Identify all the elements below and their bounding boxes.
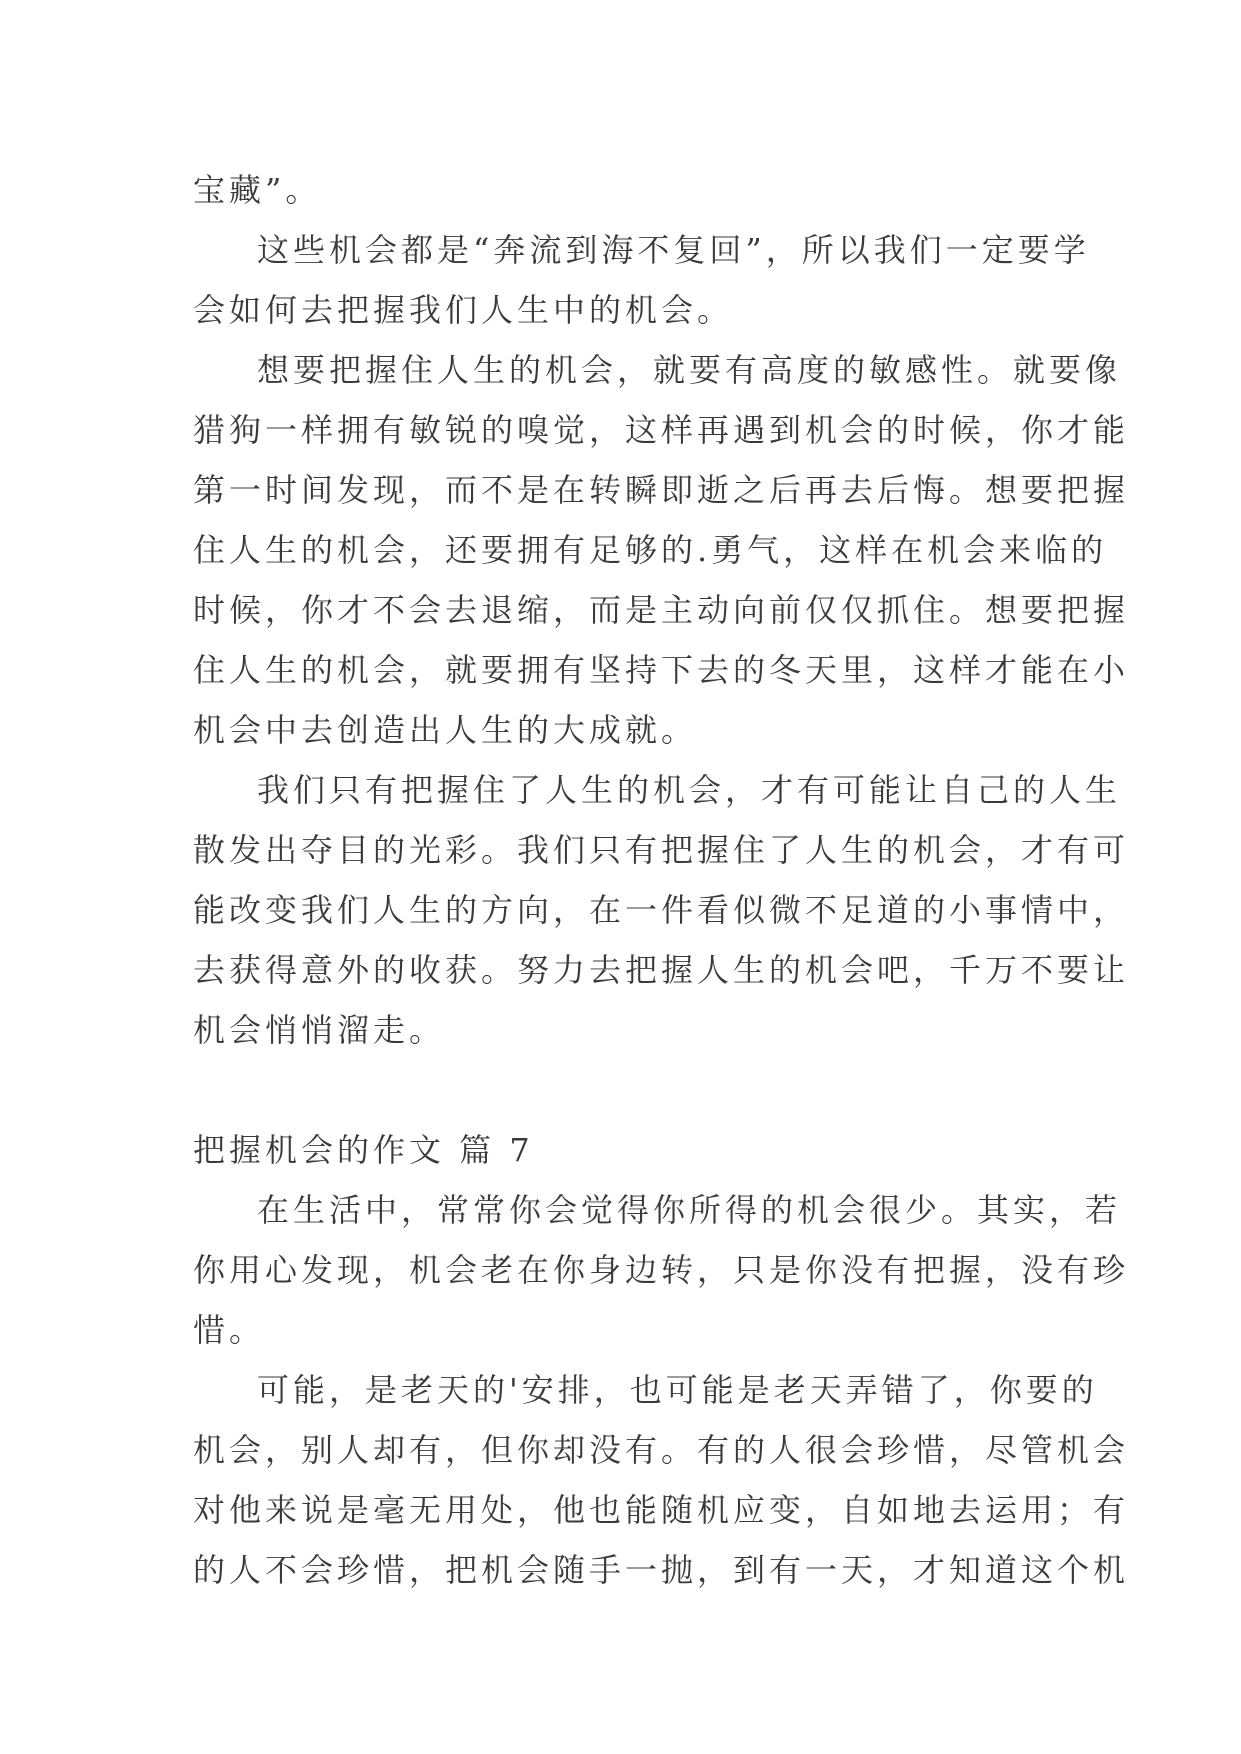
paragraph-line: 你用心发现，机会老在你身边转，只是你没有把握，没有珍 [193, 1251, 1130, 1289]
paragraph-line: 时候，你才不会去退缩，而是主动向前仅仅抓住。想要把握 [193, 591, 1130, 629]
paragraph-line: 第一时间发现，而不是在转瞬即逝之后再去后悔。想要把握 [193, 471, 1130, 509]
paragraph-3 [193, 340, 1130, 760]
paragraph-line: 散发出夺目的光彩。我们只有把握住了人生的机会，才有可 [193, 831, 1130, 869]
paragraph-line: 住人生的机会，就要拥有坚持下去的冬天里，这样才能在小 [193, 651, 1130, 689]
paragraph-line: 想要把握住人生的机会，就要有高度的敏感性。就要像 [257, 351, 1122, 389]
paragraph-line: 可能，是老天的'安排，也可能是老天弄错了，你要的 [257, 1371, 1098, 1409]
paragraph-4 [193, 760, 1130, 1060]
paragraph-line: 能改变我们人生的方向，在一件看似微不足道的小事情中， [193, 891, 1130, 929]
paragraph-line: 我们只有把握住了人生的机会，才有可能让自己的人生 [257, 771, 1122, 809]
document-body [193, 160, 1130, 1600]
paragraph-6 [193, 1360, 1130, 1600]
paragraph-line: 猎狗一样拥有敏锐的嗅觉，这样再遇到机会的时候，你才能 [193, 411, 1130, 449]
paragraph-line: 在生活中，常常你会觉得你所得的机会很少。其实，若 [257, 1191, 1122, 1229]
paragraph-line: 住人生的机会，还要拥有足够的.勇气，这样在机会来临的 [193, 531, 1108, 569]
paragraph-line: 去获得意外的收获。努力去把握人生的机会吧，千万不要让 [193, 951, 1130, 989]
paragraph-line: 这些机会都是“奔流到海不复回”，所以我们一定要学 [257, 231, 1090, 269]
paragraph-line: 机会，别人却有，但你却没有。有的人很会珍惜，尽管机会 [193, 1431, 1130, 1469]
paragraph-line: 惜。 [193, 1311, 266, 1349]
paragraph-1 [193, 160, 1051, 220]
paragraph-line: 机会中去创造出人生的大成就。 [193, 711, 698, 749]
paragraph-line: 会如何去把握我们人生中的机会。 [193, 291, 734, 329]
section-heading: 把握机会的作文 篇 7 [193, 1131, 534, 1169]
paragraph-line: 对他来说是毫无用处，他也能随机应变，自如地去运用；有 [193, 1491, 1130, 1529]
paragraph-line: 宝藏”。 [193, 171, 322, 209]
paragraph-5 [193, 1180, 1130, 1360]
paragraph-line: 机会悄悄溜走。 [193, 1011, 446, 1049]
paragraph-line: 的人不会珍惜，把机会随手一抛，到有一天，才知道这个机 [193, 1551, 1130, 1589]
paragraph-2 [193, 220, 1090, 340]
